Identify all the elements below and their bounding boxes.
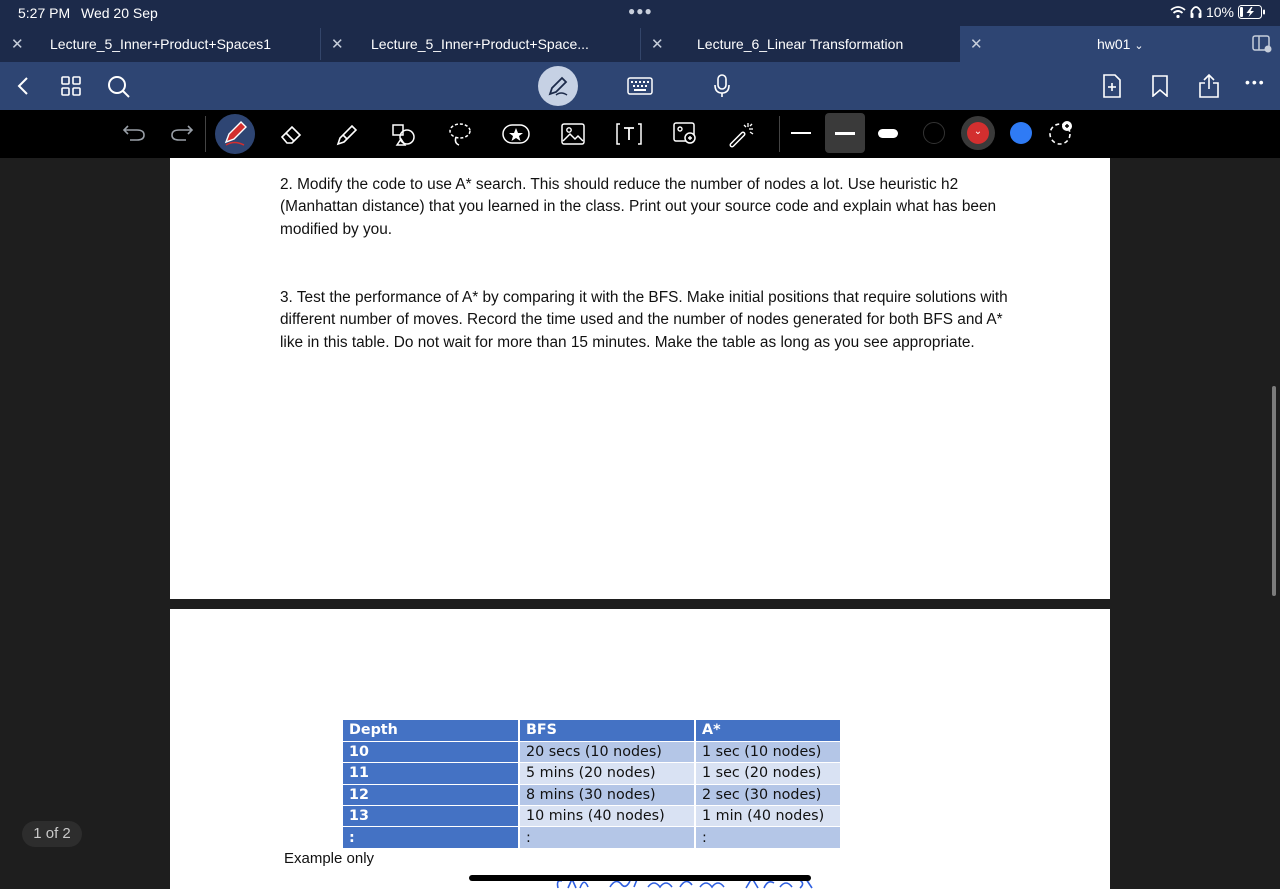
document-page-1[interactable] xyxy=(170,158,1110,599)
stroke-medium-option[interactable] xyxy=(825,113,865,153)
table-row xyxy=(343,827,841,848)
tab-label: Lecture_5_Inner+Product+Space... xyxy=(371,36,589,52)
cell-depth: 12 xyxy=(343,784,519,805)
cell-bfs: : xyxy=(519,827,695,848)
pen-tool-button[interactable] xyxy=(215,114,255,154)
add-color-icon[interactable] xyxy=(1048,120,1074,146)
microphone-icon[interactable] xyxy=(713,74,731,98)
multitasking-dots-icon[interactable]: ●●● xyxy=(628,4,653,18)
pen-mode-button[interactable] xyxy=(538,66,578,106)
status-bar xyxy=(0,0,1280,26)
back-icon[interactable] xyxy=(17,77,29,95)
tab-label: Lecture_5_Inner+Product+Spaces1 xyxy=(50,36,272,52)
image-icon[interactable] xyxy=(561,122,585,146)
document-toolbar xyxy=(0,62,1280,110)
pen-mode-icon xyxy=(547,75,569,97)
headphones-icon xyxy=(1190,5,1202,19)
stroke-thin-option[interactable] xyxy=(791,132,811,134)
wifi-icon xyxy=(1170,5,1186,19)
cell-astar: 1 min (40 nodes) xyxy=(695,806,841,827)
toolbar-divider xyxy=(779,116,780,152)
shapes-icon[interactable] xyxy=(391,121,417,147)
close-tab-icon[interactable]: ✕ xyxy=(970,36,983,53)
question-2-text: 2. Modify the code to use A* search. This should reduce the number of nodes a lot. Use heuristic h2 (Manhattan distance) that you learned in the class. Print out your source code and explain what has been modified by you. xyxy=(280,176,997,238)
tab-label: hw01 ⌄ xyxy=(1097,36,1144,52)
add-page-icon[interactable] xyxy=(1102,74,1122,98)
bookmark-icon[interactable] xyxy=(1151,75,1169,97)
close-tab-icon[interactable]: ✕ xyxy=(11,36,24,53)
color-red-swatch[interactable] xyxy=(961,116,995,150)
pen-toolbar xyxy=(0,110,1280,158)
battery-percent: 10% xyxy=(1205,4,1234,20)
table-header-row xyxy=(343,720,841,741)
stroke-thick-option[interactable] xyxy=(878,129,898,138)
cell-depth: 11 xyxy=(343,763,519,784)
cell-astar: 1 sec (10 nodes) xyxy=(695,741,841,762)
share-icon[interactable] xyxy=(1197,73,1221,99)
cell-bfs: 20 secs (10 nodes) xyxy=(519,741,695,762)
header-astar: A* xyxy=(695,720,841,741)
battery-charging-icon xyxy=(1238,5,1266,19)
cell-astar: 2 sec (30 nodes) xyxy=(695,784,841,805)
home-indicator[interactable] xyxy=(469,875,811,881)
undo-icon[interactable] xyxy=(122,124,146,142)
tab-label: Lecture_6_Linear Transformation xyxy=(697,36,904,52)
status-indicators xyxy=(1170,4,1266,20)
scrollbar-thumb[interactable] xyxy=(1272,386,1276,596)
cell-depth: : xyxy=(343,827,519,848)
tab-lecture-5a[interactable] xyxy=(0,26,320,62)
tab-hw01[interactable] xyxy=(960,26,1280,62)
document-page-2[interactable] xyxy=(170,609,1110,889)
highlighter-icon[interactable] xyxy=(335,122,359,146)
page-indicator: 1 of 2 xyxy=(22,821,82,847)
tab-lecture-6[interactable] xyxy=(641,26,960,62)
cell-depth: 10 xyxy=(343,741,519,762)
keyboard-icon[interactable] xyxy=(627,77,653,95)
split-view-icon[interactable] xyxy=(1252,35,1272,53)
search-icon[interactable] xyxy=(107,75,131,99)
table-row xyxy=(343,763,841,784)
stroke-medium-line xyxy=(835,132,855,135)
cell-depth: 13 xyxy=(343,806,519,827)
eraser-icon[interactable] xyxy=(279,122,303,146)
question-3-text: 3. Test the performance of A* by comparing it with the BFS. Make initial positions that require solutions with different number of moves. Record the time used and the number of nodes generated for both BFS and A* like in this table. Do not wait for more than 15 minutes. Make the table as long as you see appropriate. xyxy=(280,289,1008,351)
header-depth: Depth xyxy=(343,720,519,741)
header-bfs: BFS xyxy=(519,720,695,741)
close-tab-icon[interactable]: ✕ xyxy=(651,36,664,53)
color-black-swatch[interactable] xyxy=(923,122,945,144)
cell-astar: 1 sec (20 nodes) xyxy=(695,763,841,784)
elements-sticker-icon[interactable] xyxy=(502,122,530,146)
thumbnails-grid-icon[interactable] xyxy=(61,76,81,96)
table-row xyxy=(343,741,841,762)
results-table xyxy=(343,720,842,849)
laser-pointer-icon[interactable] xyxy=(729,120,757,148)
lasso-icon[interactable] xyxy=(447,121,473,147)
pen-icon xyxy=(222,120,248,148)
cell-bfs: 10 mins (40 nodes) xyxy=(519,806,695,827)
status-time: 5:27 PM xyxy=(18,5,71,21)
cell-bfs: 8 mins (30 nodes) xyxy=(519,784,695,805)
more-options-icon[interactable]: ••• xyxy=(1245,74,1266,90)
table-row xyxy=(343,806,841,827)
toolbar-divider xyxy=(205,116,206,152)
tab-bar xyxy=(0,26,1280,62)
cell-astar: : xyxy=(695,827,841,848)
table-row xyxy=(343,784,841,805)
camera-scan-icon[interactable] xyxy=(673,121,699,147)
tab-lecture-5b[interactable] xyxy=(321,26,640,62)
text-box-icon[interactable] xyxy=(615,122,643,146)
color-blue-swatch[interactable] xyxy=(1010,122,1032,144)
chevron-down-icon: ⌄ xyxy=(967,122,989,144)
redo-icon[interactable] xyxy=(170,124,194,142)
status-date: Wed 20 Sep xyxy=(81,5,158,21)
chevron-down-icon: ⌄ xyxy=(1134,40,1144,52)
cell-bfs: 5 mins (20 nodes) xyxy=(519,763,695,784)
close-tab-icon[interactable]: ✕ xyxy=(331,36,344,53)
example-caption: Example only xyxy=(284,850,375,867)
